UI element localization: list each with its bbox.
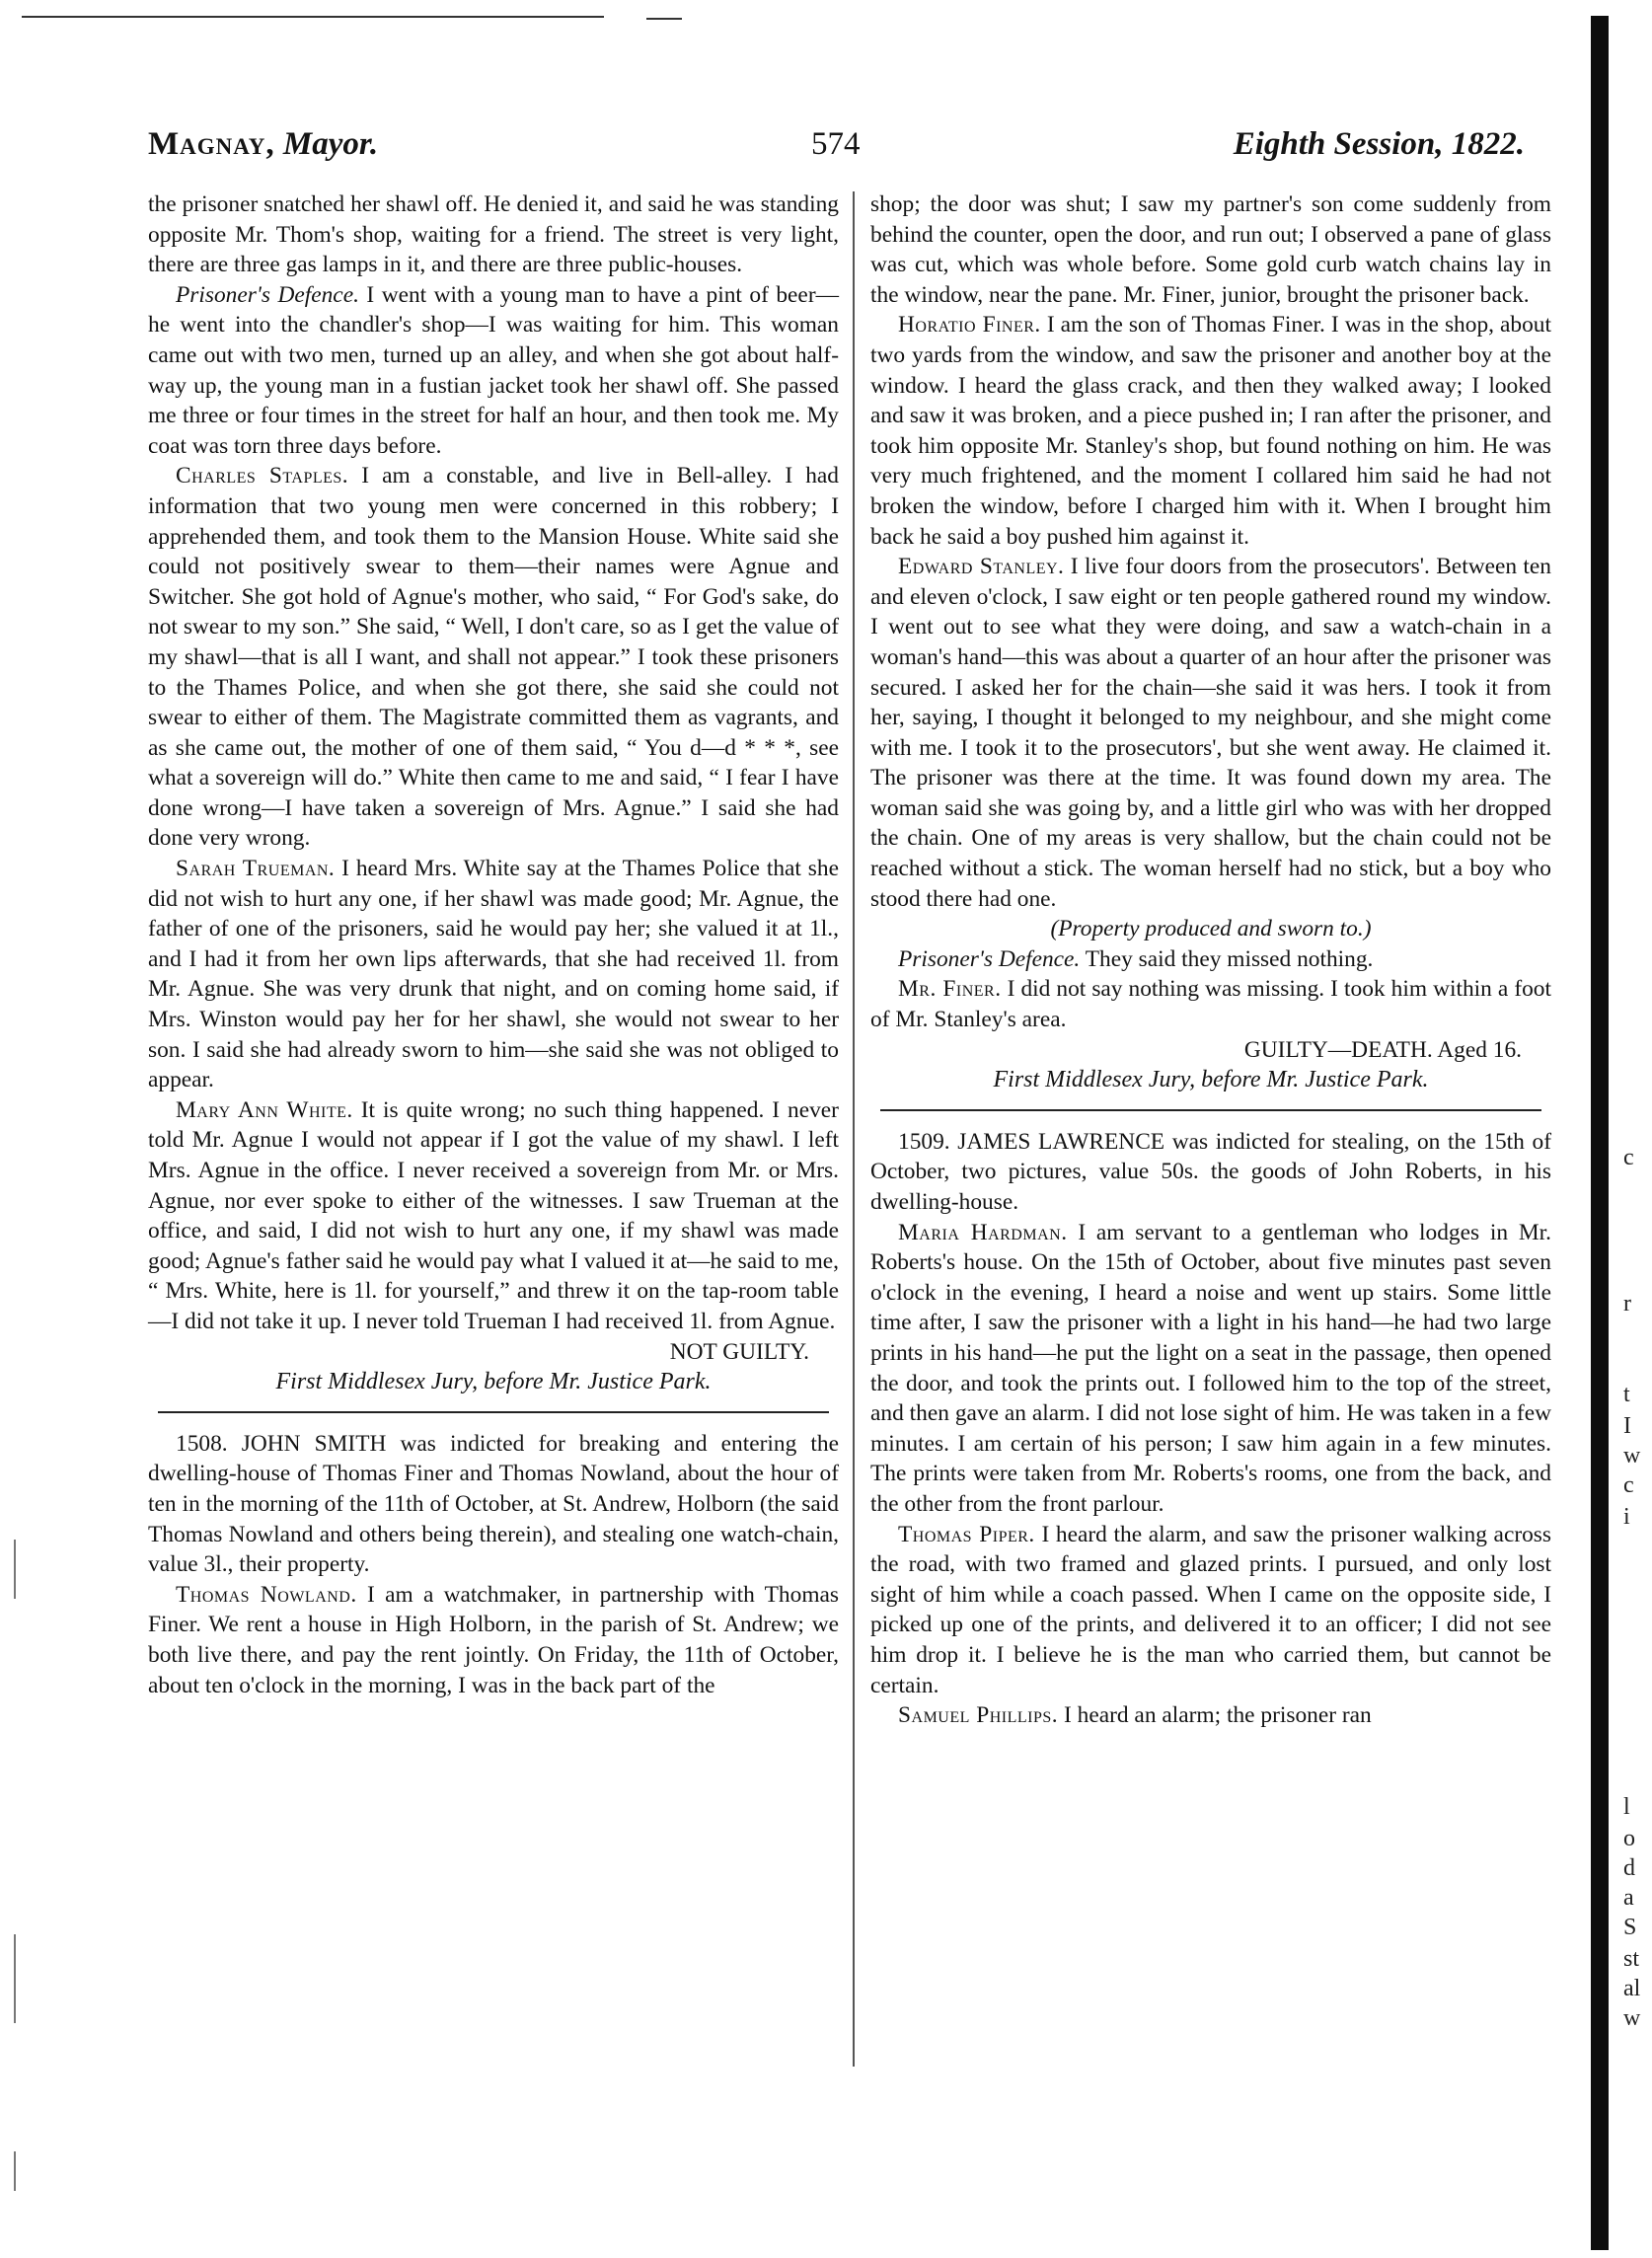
witness-name: Edward Stanley.	[898, 554, 1065, 580]
paragraph	[870, 1700, 1551, 1731]
witness-name: Thomas Nowland.	[176, 1581, 357, 1608]
witness-name: Horatio Finer.	[898, 312, 1041, 339]
witness-name: Sarah Trueman.	[176, 856, 336, 882]
paragraph	[148, 461, 839, 854]
testimony-text: It is quite wrong; no such thing happened. I never told Mr. Agnue I would not appear if I got the value of my shawl. I left Mrs. Agnue in the office. I never received a sovereign from Mr. or Mrs. Agnue, nor ever spoke to either of the witnesses. I saw Trueman at the office, and said, I did not wish to hurt any one, if my shawl was made good; Agnue's father said he would pay what I valued it at—he said to me, “ Mrs. White, here is 1l. for yourself,” and threw it on the tap-room table—I did not take it up. I never told Trueman I had received 1l. from Agnue.	[148, 1096, 839, 1334]
top-dash	[646, 18, 682, 20]
case-heading: 1508. JOHN SMITH was indicted for breaking and entering the dwelling-house of Thomas Finer and Thomas Nowland, about the hour of ten in the morning of the 11th of October, at St. Andrew, Holborn (the said Thomas Nowland and others being therein), and stealing one watch-chain, value 3l., their property.	[148, 1430, 839, 1578]
page-header	[148, 122, 1525, 168]
paragraph	[148, 280, 839, 462]
paragraph	[870, 1520, 1551, 1701]
margin-fragment: d	[1623, 1855, 1635, 1881]
witness-name: Mary Ann White.	[176, 1096, 353, 1123]
margin-speck	[14, 1540, 16, 1599]
defence-label: Prisoner's Defence.	[176, 281, 359, 308]
binding-edge	[1591, 16, 1609, 2250]
testimony-text: I live four doors from the prosecutors'. Between ten and eleven o'clock, I saw eight or ten people gathered round my window. I went out to see what they were doing, and saw a watch-chain in a woman's hand—this was about a quarter of an hour after the prisoner was secured. I asked her for the chain—she said it was hers. I took it from her, saying, I thought it belonged to my neighbour, and she might come with me. I took it to the prosecutors', but she went away. He claimed it. The prisoner was there at the time. It was found down my area. The woman said she was going by, and a little girl who was with her dropped the chain. One of my areas is very shallow, but the chain could not be reached without a stick. The woman herself had no stick, but a boy who stood there had one.	[870, 554, 1551, 912]
header-mayor	[148, 126, 378, 163]
jury-line: First Middlesex Jury, before Mr. Justice Park.	[275, 1369, 712, 1395]
testimony-text: They said they missed nothing.	[1080, 945, 1374, 972]
header-mayor-title: Mayor.	[282, 126, 379, 162]
property-note: (Property produced and sworn to.)	[1050, 916, 1372, 942]
column-divider	[853, 191, 855, 2067]
paragraph	[148, 1095, 839, 1337]
witness-name: Mr. Finer.	[898, 976, 1002, 1003]
margin-fragment: o	[1623, 1826, 1635, 1851]
paragraph	[870, 310, 1551, 552]
margin-speck	[14, 1934, 16, 2023]
paragraph	[870, 552, 1551, 914]
testimony-text: I heard the alarm, and saw the prisoner walking across the road, with two framed and glazed prints. I pursued, and only lost sight of him while a coach passed. When I came on the opposite side, I picked up one of the prints, and delivered it to an officer; I did not see him drop it. I believe he is the man who carried them, but cannot be certain.	[870, 1521, 1552, 1698]
testimony-text: I am the son of Thomas Finer. I was in the shop, about two yards from the window, and saw the prisoner and another boy at the window. I heard the glass crack, and then they walked away; I looked and saw it was broken, and a piece pushed in; I ran after the prisoner, and took him opposite Mr. Stanley's shop, but found nothing on him. He was very much frightened, and the moment I collared him said he had not broken the window, before I charged him with it. When I brought him back he said a boy pushed him against it.	[870, 312, 1551, 550]
margin-fragment: w	[1623, 2005, 1641, 2031]
jury-line: First Middlesex Jury, before Mr. Justice Park.	[993, 1067, 1429, 1093]
witness-name: Charles Staples.	[176, 463, 349, 489]
testimony-text: I am servant to a gentleman who lodges in Mr. Roberts's house. On the 15th of October, about five minutes past seven o'clock in the evening, I heard a noise and went up stairs. Some little time after, I saw the prisoner with a light in his hand—he had two large prints in his hand—he put the light on a seat in the passage, then opened the door, and took the prints out. I followed him to the top of the street, and then gave an alarm. I did not lose sight of him. He was taken in a few minutes. I am certain of his person; I saw him again in a few minutes. The prints were taken from Mr. Roberts's rooms, one from the back, and the other from the front parlour.	[870, 1219, 1551, 1517]
paragraph	[870, 974, 1551, 1034]
case-heading: 1509. JAMES LAWRENCE was indicted for stealing, on the 15th of October, two pictures, value 50s. the goods of John Roberts, in his dwelling-house.	[870, 1128, 1551, 1215]
right-column	[870, 189, 1551, 1731]
testimony-text: I went with a young man to have a pint of beer—he went into the chandler's shop—I was waiting for him. This woman came out with two men, turned up an alley, and when she got about half-way up, the young man in a fustian jacket took her shawl off. She passed me three or four times in the street for half an hour, and then took me. My coat was torn three days before.	[148, 281, 839, 459]
header-mayor-name: Magnay,	[148, 126, 275, 162]
paragraph	[148, 1580, 839, 1700]
witness-name: Maria Hardman.	[898, 1219, 1068, 1245]
margin-fragment: c	[1623, 1472, 1634, 1498]
testimony-text: I am a watchmaker, in partnership with Thomas Finer. We rent a house in High Holborn, in the parish of St. Andrew; we both live there, and pay the rent jointly. On Friday, the 11th of October, about ten o'clock in the morning, I was in the back part of the	[148, 1581, 839, 1698]
paragraph	[148, 854, 839, 1095]
margin-fragment: al	[1623, 1976, 1641, 2001]
margin-fragment: I	[1623, 1413, 1631, 1439]
margin-speck	[14, 2151, 16, 2191]
top-rule	[22, 16, 604, 18]
margin-fragment: st	[1623, 1946, 1640, 1972]
margin-fragment: r	[1623, 1291, 1631, 1317]
paragraph	[870, 944, 1551, 975]
witness-name: Samuel Phillips.	[898, 1702, 1059, 1729]
testimony-text: I heard an alarm; the prisoner ran	[1058, 1702, 1372, 1729]
margin-fragment: S	[1623, 1915, 1637, 1940]
page-number: 574	[811, 126, 861, 162]
testimony-text: I am a constable, and live in Bell-alley. I had information that two young men were concerned in this robbery; I apprehended them, and took them to the Mansion House. White said she could not positively swear to them—their names were Agnue and Switcher. She got hold of Agnue's mother, who said, “ For God's sake, do not swear to my son.” She said, “ Well, I don't care, so as I get the value of my shawl—that is all I want, and shall not appear.” I took these prisoners to the Thames Police, and when she got there, she said she could not swear to either of them. The Magistrate committed them as vagrants, and as she came out, the mother of one of them said, “ You d—d * * *, see what a sovereign will do.” White then came to me and said, “ I fear I have done wrong—I have taken a sovereign of Mrs. Agnue.” I said she had done very wrong.	[148, 463, 839, 852]
case-separator	[880, 1109, 1541, 1111]
witness-name: Thomas Piper.	[898, 1521, 1035, 1547]
margin-fragment: l	[1623, 1794, 1630, 1820]
left-column	[148, 189, 839, 1700]
case-separator	[158, 1411, 829, 1413]
defence-label: Prisoner's Defence.	[898, 945, 1081, 972]
paragraph	[870, 1218, 1551, 1520]
margin-fragment: w	[1623, 1443, 1641, 1468]
testimony-text: I heard Mrs. White say at the Thames Police that she did not wish to hurt any one, if her shawl was made good; Mr. Agnue, the father of one of the prisoners, said he would pay her; she valued it at 1l., and I had it from her own lips afterwards, that she had received 1l. from Mr. Agnue. She was very drunk that night, and on coming home said, if Mrs. Winston would pay her for her shawl, she would not swear to her son. I said she had already sworn to him—she said she was not obliged to appear.	[148, 856, 839, 1093]
header-session: Eighth Session, 1822.	[1233, 126, 1525, 162]
margin-fragment: i	[1623, 1504, 1630, 1530]
margin-fragment: a	[1623, 1885, 1634, 1911]
paragraph: shop; the door was shut; I saw my partner's son come suddenly from behind the counter, open the door, and run out; I observed a pane of glass was cut, which was whole before. Some gold curb watch chains lay in the window, near the pane. Mr. Finer, junior, brought the prisoner back.	[870, 191, 1551, 308]
paragraph: the prisoner snatched her shawl off. He denied it, and said he was standing opposite Mr. Thom's shop, waiting for a friend. The street is very light, there are three gas lamps in it, and there are three public-houses.	[148, 191, 839, 278]
testimony-text: I did not say nothing was missing. I took him within a foot of Mr. Stanley's area.	[870, 976, 1551, 1033]
verdict: NOT GUILTY.	[669, 1338, 809, 1365]
margin-fragment: t	[1623, 1382, 1630, 1407]
margin-fragment: c	[1623, 1145, 1634, 1170]
verdict: GUILTY—DEATH. Aged 16.	[1243, 1036, 1522, 1063]
